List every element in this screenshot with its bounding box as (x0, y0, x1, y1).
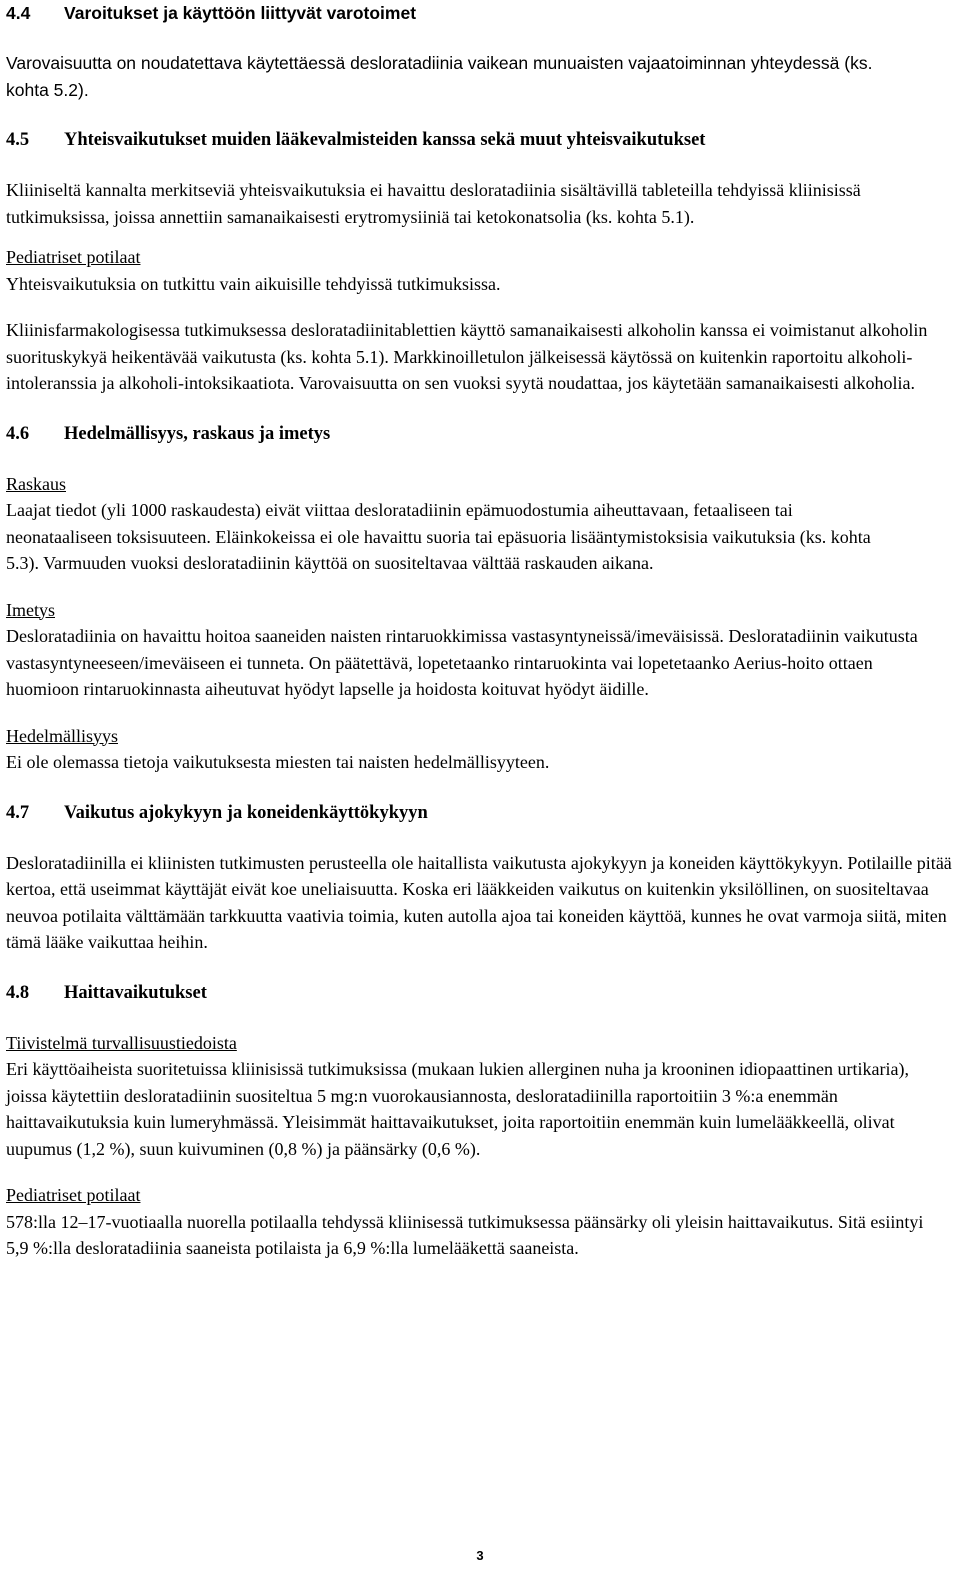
subheading: Imetys (6, 599, 55, 620)
paragraph: Kliiniseltä kannalta merkitseviä yhteisvaikutuksia ei havaittu desloratadiinia sisältävillä tableteilla tehdyissä kliinisissä tutkimuksissa, joissa annettiin samanaikaisesti erytromysiiniä tai ketokonatsolia (ks. kohta 5.1). (6, 180, 861, 227)
subheading: Pediatriset potilaat (6, 247, 141, 267)
paragraph: Eri käyttöaiheista suoritetuissa kliinisissä tutkimuksissa (mukaan lukien allerginen nuha ja krooninen idiopaattinen urtikaria), joissa käytettiin desloratadiinin suositeltua 5 mg:n vuorokausiannosta, desloratadiinilla raportoitiin 3 %:a enemmän haittavaikutuksia kuin lumeryhmässä. Yleisimmät haittavaikutukset, joita raportoitiin enemmän kuin lumelääkkeellä, olivat uupumus (1,2 %), suun kuivuminen (0,8 %) ja päänsärky (0,6 %). (6, 1059, 909, 1159)
paragraph: Desloratadiinilla ei kliinisten tutkimusten perusteella ole haitallista vaikutusta ajokykyyn ja koneiden käyttökykyyn. Potilaille pitää kertoa, että useimmat käyttäjät eivät koe uneliaisuutta. Koska eri lääkkeiden vaikutus on kuitenkin yksilöllinen, on suositeltavaa neuvoa potilaita välttämään tarkkuutta vaativia toimia, kuten autolla ajoa tai koneiden käyttöä, kunnes he ovat varmoja siitä, miten tämä lääke vaikuttaa heihin. (6, 852, 952, 952)
page-number: 3 (476, 1548, 484, 1563)
section-title: Hedelmällisyys, raskaus ja imetys (64, 423, 331, 444)
section-number: 4.8 (6, 982, 30, 1003)
paragraph: Yhteisvaikutuksia on tutkittu vain aikuisille tehdyissä tutkimuksissa. (6, 273, 501, 294)
subheading: Pediatriset potilaat (6, 1185, 141, 1205)
section-number: 4.7 (6, 802, 30, 823)
section-title: Vaikutus ajokykyyn ja koneidenkäyttökykyyn (64, 802, 428, 823)
section-number: 4.4 (6, 3, 31, 23)
paragraph: Laajat tiedot (yli 1000 raskaudesta) eivät viittaa desloratadiinin epämuodostumia aiheuttavaan, fetaaliseen tai neonataaliseen toksisuuteen. Eläinkokeissa ei ole havaittu suoria tai epäsuoria lisääntymistoksisia vaikutuksia (ks. kohta 5.3). Varmuuden vuoksi desloratadiinin käyttöä on suositeltavaa välttää raskauden aikana. (6, 500, 871, 573)
section-number: 4.6 (6, 423, 30, 444)
subheading: Tiivistelmä turvallisuustiedoista (6, 1032, 237, 1053)
paragraph: Kliinisfarmakologisessa tutkimuksessa desloratadiinitablettien käyttö samanaikaisesti alkoholin kanssa ei voimistanut alkoholin suorituskykyä heikentävää vaikutusta (ks. kohta 5.1). Markkinoilletulon jälkeisessä käytössä on kuitenkin raportoitu alkoholi-intoleranssia ja alkoholi-intoksikaatiota. Varovaisuutta on sen vuoksi syytä noudattaa, jos käytetään samanaikaisesti alkoholia. (6, 320, 928, 393)
subheading: Hedelmällisyys (6, 725, 118, 746)
paragraph: 578:lla 12–17-vuotiaalla nuorella potilaalla tehdyssä kliinisessä tutkimuksessa päänsärky oli yleisin haittavaikutus. Sitä esiintyi 5,9 %:lla desloratadiinia saaneista potilaista ja 6,9 %:lla lumelääkettä saaneista. (6, 1211, 924, 1258)
section-heading-4-7 (6, 800, 954, 826)
section-heading-4-4 (6, 0, 954, 26)
section-title: Haittavaikutukset (64, 982, 207, 1003)
section-title: Varoitukset ja käyttöön liittyvät varotoimet (64, 3, 417, 23)
paragraph: Ei ole olemassa tietoja vaikutuksesta miesten tai naisten hedelmällisyyteen. (6, 752, 550, 772)
section-heading-4-8 (6, 980, 954, 1006)
paragraph: Desloratadiinia on havaittu hoitoa saaneiden naisten rintaruokkimissa vastasyntyneissä/imeväisissä. Desloratadiinin vaikutusta vastasyntyneeseen/imeväiseen ei tunneta. On päätettävä, lopetetaanko rintaruokinta vai lopetetaanko Aerius-hoito ottaen huomioon rintaruokinnasta aiheutuvat hyödyt lapselle ja hoidosta koituvat hyödyt äidille. (6, 626, 918, 699)
subheading: Raskaus (6, 473, 66, 494)
section-heading-4-6 (6, 421, 954, 447)
paragraph: Varovaisuutta on noudatettava käytettäessä desloratadiinia vaikean munuaisten vajaatoiminnan yhteydessä (ks. kohta 5.2). (6, 53, 873, 100)
document-page (6, 0, 954, 1262)
section-title: Yhteisvaikutukset muiden lääkevalmisteiden kanssa sekä muut yhteisvaikutukset (64, 130, 706, 150)
section-heading-4-5 (6, 127, 954, 153)
section-number: 4.5 (6, 130, 30, 150)
